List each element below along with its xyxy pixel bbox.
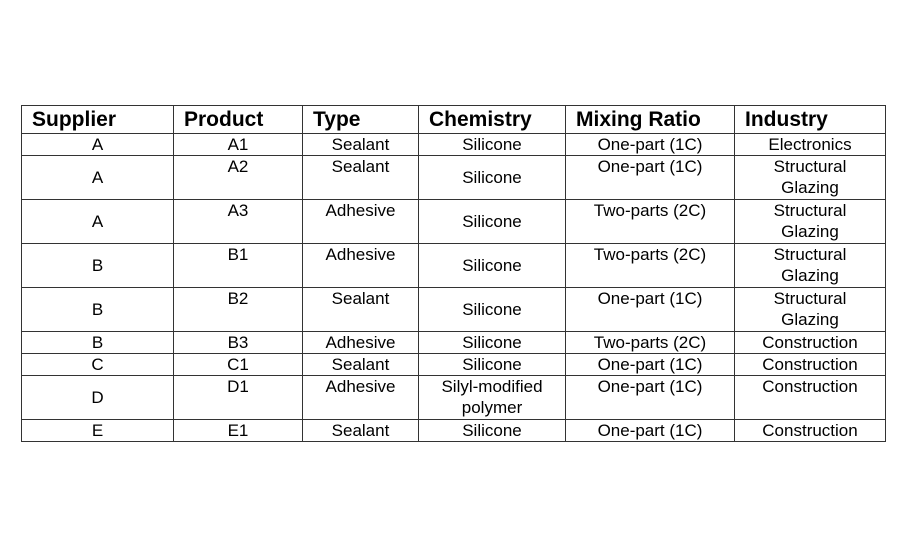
industry-line: Structural bbox=[773, 157, 847, 176]
type-cell: Adhesive bbox=[303, 200, 419, 244]
header-chemistry: Chemistry bbox=[419, 106, 566, 134]
industry-cell bbox=[735, 156, 886, 200]
chemistry-cell bbox=[419, 134, 566, 156]
chemistry-line: Silicone bbox=[462, 256, 522, 275]
type-cell: Sealant bbox=[303, 288, 419, 332]
mixing-ratio-cell: Two-parts (2C) bbox=[566, 332, 735, 354]
chemistry-line: Silicone bbox=[462, 355, 522, 374]
supplier-cell: C bbox=[22, 354, 174, 376]
table-row bbox=[22, 332, 886, 354]
type-cell: Sealant bbox=[303, 354, 419, 376]
supplier-cell: A bbox=[22, 156, 174, 200]
chemistry-line: Silicone bbox=[462, 333, 522, 352]
table-row bbox=[22, 156, 886, 200]
product-cell: A3 bbox=[174, 200, 303, 244]
product-cell: B2 bbox=[174, 288, 303, 332]
header-type: Type bbox=[303, 106, 419, 134]
industry-line: Glazing bbox=[781, 310, 839, 329]
type-cell: Sealant bbox=[303, 156, 419, 200]
mixing-ratio-cell: One-part (1C) bbox=[566, 156, 735, 200]
product-cell: C1 bbox=[174, 354, 303, 376]
industry-line: Structural bbox=[773, 201, 847, 220]
chemistry-line: polymer bbox=[461, 398, 523, 417]
table-row bbox=[22, 244, 886, 288]
supplier-cell: B bbox=[22, 332, 174, 354]
industry-line: Structural bbox=[773, 245, 847, 264]
chemistry-cell bbox=[419, 200, 566, 244]
type-cell: Adhesive bbox=[303, 244, 419, 288]
industry-line: Glazing bbox=[781, 266, 839, 285]
header-supplier: Supplier bbox=[22, 106, 174, 134]
chemistry-line: Silyl-modified bbox=[441, 377, 543, 396]
industry-cell bbox=[735, 134, 886, 156]
header-industry: Industry bbox=[735, 106, 886, 134]
product-cell: D1 bbox=[174, 376, 303, 420]
chemistry-cell bbox=[419, 420, 566, 442]
chemistry-cell bbox=[419, 354, 566, 376]
supplier-cell: A bbox=[22, 200, 174, 244]
industry-line: Construction bbox=[762, 421, 858, 440]
header-mixing-ratio: Mixing Ratio bbox=[566, 106, 735, 134]
industry-line: Construction bbox=[762, 333, 858, 352]
table-row bbox=[22, 134, 886, 156]
industry-line: Glazing bbox=[781, 178, 839, 197]
chemistry-cell bbox=[419, 288, 566, 332]
product-cell: E1 bbox=[174, 420, 303, 442]
mixing-ratio-cell: One-part (1C) bbox=[566, 354, 735, 376]
table-row bbox=[22, 288, 886, 332]
header-product: Product bbox=[174, 106, 303, 134]
table-row bbox=[22, 354, 886, 376]
product-cell: B3 bbox=[174, 332, 303, 354]
product-cell: A1 bbox=[174, 134, 303, 156]
supplier-cell: E bbox=[22, 420, 174, 442]
supplier-cell: A bbox=[22, 134, 174, 156]
chemistry-line: Silicone bbox=[462, 300, 522, 319]
industry-line: Construction bbox=[762, 355, 858, 374]
supplier-cell: B bbox=[22, 244, 174, 288]
type-cell: Sealant bbox=[303, 134, 419, 156]
industry-line: Structural bbox=[773, 289, 847, 308]
industry-line: Electronics bbox=[768, 135, 852, 154]
industry-cell bbox=[735, 354, 886, 376]
chemistry-line: Silicone bbox=[462, 168, 522, 187]
mixing-ratio-cell: Two-parts (2C) bbox=[566, 244, 735, 288]
chemistry-line: Silicone bbox=[462, 421, 522, 440]
table-row bbox=[22, 200, 886, 244]
chemistry-line: Silicone bbox=[462, 212, 522, 231]
product-cell: A2 bbox=[174, 156, 303, 200]
type-cell: Adhesive bbox=[303, 376, 419, 420]
industry-cell bbox=[735, 332, 886, 354]
supplier-cell: D bbox=[22, 376, 174, 420]
header-row bbox=[22, 106, 886, 134]
mixing-ratio-cell: One-part (1C) bbox=[566, 134, 735, 156]
mixing-ratio-cell: One-part (1C) bbox=[566, 288, 735, 332]
chemistry-line: Silicone bbox=[462, 135, 522, 154]
product-cell: B1 bbox=[174, 244, 303, 288]
supplier-product-table bbox=[21, 105, 886, 442]
industry-line: Construction bbox=[762, 377, 858, 396]
table-body bbox=[22, 134, 886, 442]
chemistry-cell bbox=[419, 244, 566, 288]
table-row bbox=[22, 376, 886, 420]
industry-cell bbox=[735, 420, 886, 442]
chemistry-cell bbox=[419, 332, 566, 354]
mixing-ratio-cell: Two-parts (2C) bbox=[566, 200, 735, 244]
chemistry-cell bbox=[419, 156, 566, 200]
type-cell: Sealant bbox=[303, 420, 419, 442]
table-row bbox=[22, 420, 886, 442]
supplier-cell: B bbox=[22, 288, 174, 332]
chemistry-cell bbox=[419, 376, 566, 420]
type-cell: Adhesive bbox=[303, 332, 419, 354]
industry-cell bbox=[735, 200, 886, 244]
industry-cell bbox=[735, 288, 886, 332]
industry-line: Glazing bbox=[781, 222, 839, 241]
mixing-ratio-cell: One-part (1C) bbox=[566, 420, 735, 442]
industry-cell bbox=[735, 244, 886, 288]
industry-cell bbox=[735, 376, 886, 420]
mixing-ratio-cell: One-part (1C) bbox=[566, 376, 735, 420]
